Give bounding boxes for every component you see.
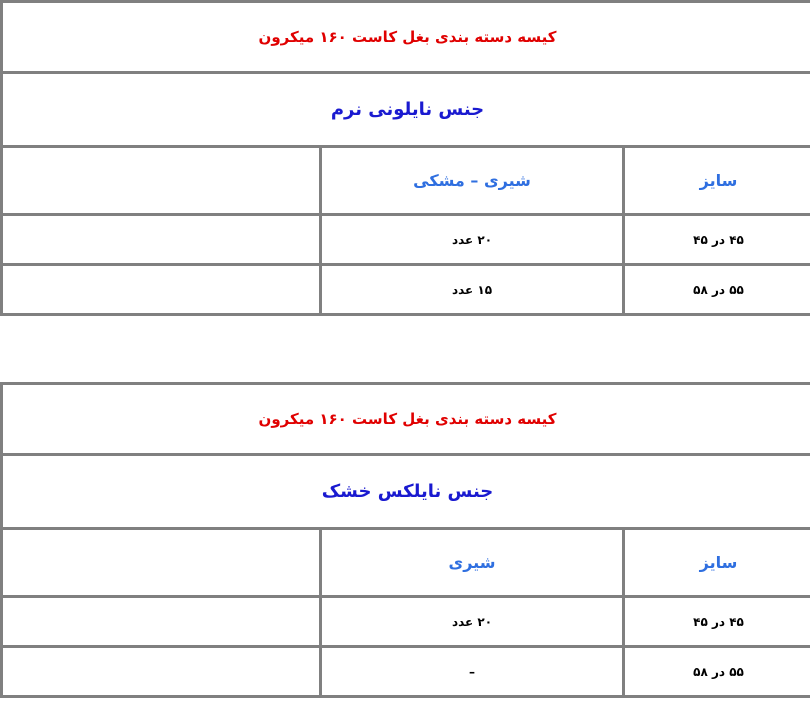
quantity-cell: ۱۵ عدد <box>321 265 624 315</box>
size-header: سایز <box>624 147 810 215</box>
product-table-soft-nylon <box>0 0 810 316</box>
product-table-dry-nylex <box>0 382 810 698</box>
quantity-cell: – <box>321 647 624 697</box>
empty-cell <box>2 647 321 697</box>
table-row <box>2 265 810 315</box>
size-cell: ۵۵ در ۵۸ <box>624 265 810 315</box>
table-row <box>2 215 810 265</box>
empty-cell <box>2 597 321 647</box>
size-cell: ۵۵ در ۵۸ <box>624 647 810 697</box>
empty-cell <box>2 215 321 265</box>
size-cell: ۴۵ در ۴۵ <box>624 597 810 647</box>
size-cell: ۴۵ در ۴۵ <box>624 215 810 265</box>
table-row <box>2 597 810 647</box>
empty-header-cell <box>2 529 321 597</box>
quantity-cell: ۲۰ عدد <box>321 215 624 265</box>
empty-cell <box>2 265 321 315</box>
color-header: شیری <box>321 529 624 597</box>
table-title: کیسه دسته بندی بغل کاست ۱۶۰ میکرون <box>2 384 810 455</box>
material-label: جنس نایلکس خشک <box>2 455 810 529</box>
table-row <box>2 647 810 697</box>
empty-header-cell <box>2 147 321 215</box>
material-label: جنس نایلونی نرم <box>2 73 810 147</box>
table-title: کیسه دسته بندی بغل کاست ۱۶۰ میکرون <box>2 2 810 73</box>
size-header: سایز <box>624 529 810 597</box>
quantity-cell: ۲۰ عدد <box>321 597 624 647</box>
color-header: شیری – مشکی <box>321 147 624 215</box>
